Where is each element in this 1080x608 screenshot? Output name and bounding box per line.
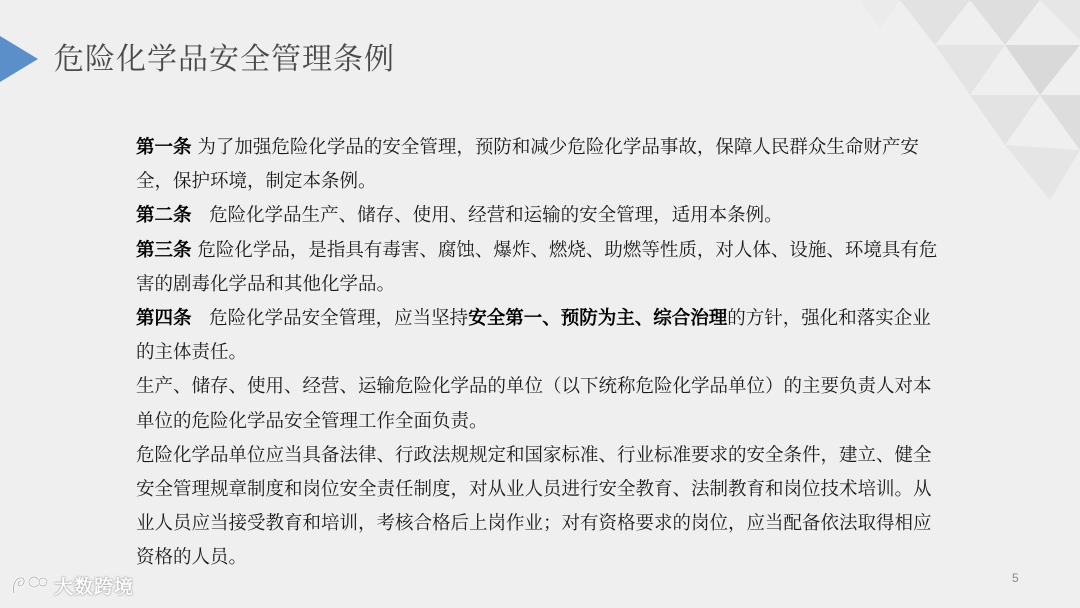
article-1 — [136, 131, 941, 199]
paragraph-responsibility: 生产、储存、使用、经营、运输危险化学品的单位（以下统称危险化学品单位）的主要负责人对本单位的危险化学品安全管理工作全面负责。 — [136, 376, 932, 432]
paragraph-conditions: 危险化学品单位应当具备法律、行政法规规定和国家标准、行业标准要求的安全条件，建立、健全安全管理规章制度和岗位安全责任制度，对从业人员进行安全教育、法制教育和岗位技术培训。从业人员应当接受教育和培训，考核合格后上岗作业；对有资格要求的岗位，应当配备依法取得相应资格的人员。 — [136, 444, 932, 569]
watermark-text: 大数跨境 — [54, 576, 135, 598]
article-label: 第四条 — [136, 308, 192, 330]
page-number: 5 — [1012, 571, 1019, 585]
article-text-before: 危险化学品安全管理，应当坚持 — [209, 308, 469, 330]
article-text: 危险化学品，是指具有毒害、腐蚀、爆炸、燃烧、助燃等性质，对人体、设施、环境具有危害的剧毒化学品和其他化学品。 — [136, 239, 938, 295]
brand-logo-icon — [10, 573, 50, 599]
slide-title: 危险化学品安全管理条例 — [54, 42, 395, 77]
article-label: 第二条 — [136, 205, 192, 227]
slide-body — [136, 131, 941, 576]
article-3 — [136, 234, 941, 302]
title-arrow-icon — [0, 36, 40, 82]
watermark-logo — [10, 572, 134, 599]
article-text: 危险化学品生产、储存、使用、经营和运输的安全管理，适用本条例。 — [209, 205, 783, 227]
article-label: 第一条 — [136, 137, 192, 158]
article-2 — [136, 199, 941, 233]
article-text: 为了加强危险化学品的安全管理，预防和减少危险化学品事故，保障人民群众生命财产安全，保护环境，制定本条例。 — [136, 137, 919, 193]
article-keywords: 安全第一、预防为主、综合治理 — [468, 308, 728, 330]
article-label: 第三条 — [136, 239, 192, 261]
article-4 — [136, 302, 941, 370]
article-text-after: 的方针，强化和落实企业的主体责任。 — [136, 308, 931, 364]
